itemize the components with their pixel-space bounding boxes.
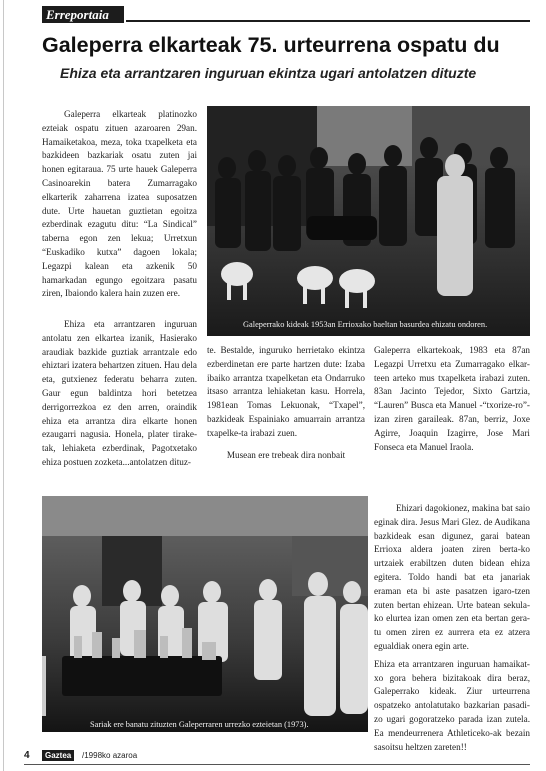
section-rule [126,20,530,22]
subheadline: Ehiza eta arrantzaren inguruan ekintza ugari antolatzen dituzte [60,65,477,81]
page-number: 4 [24,750,30,761]
article-column-3-continued [374,502,530,754]
paragraph-2: Ehiza eta arrantzaren inguruan antolatu zen elkartea izanik, Hasierako araudiak bazkide guztiak arrantzale edo ehiztari izatera behartzen zituen. Hau dela eta, gutxienez federatu beharra zuten. Gaur egun baldintza hori betetzea derrigorrezkoa ez den arren, oraindik ehiza eta arrantza dira elkarte honen ezaugarri nagusia. Honela, plater tirake-tak, lehiaketa ezberdinak, Pagotxetako ehiza postuen zozketa...antolatzen dituz- [42,319,197,467]
awards-ceremony-photo [42,496,368,732]
paragraph-4: Galeperra elkartekoak, 1983 eta 87an Legazpi Urretxu eta Zumarragako elkar-teen arteko mus txapelketa irabazi zuten. 83an Jacinto Tejedor, Sixto Gartzia, “Lauren” Busca eta Manuel -“txorize-ro”- izan ziren garaileak. 87an, berriz, Joxe Agirre, Joaquin Izagirre, Jose Mari Fonseca eta Manuel Iraola. [374,345,530,452]
article-column-3 [374,344,530,454]
paragraph-3: te. Bestalde, inguruko herrietako ekintza ezberdinetan ere parte hartzen dute: Izaba ibaiko arrantza txapelketan eta Ondarruko itsaso arrantza lehiaketan kasu. Horrela, 1981ean Tomas Lekuonak, “Txapel”, bazkideak Espainiako amuarrain arrantza txapelke-ta irabazi zuen. [207,345,365,438]
photo2-caption: Sariak ere banatu zituzten Galeperraren urrezko ezteietan (1973). [90,720,309,729]
article-column-1-continued [42,318,197,470]
page-edge-line [3,0,4,771]
hunters-photo-image [207,106,530,336]
headline: Galeperra elkarteak 75. urteurrena ospatu du [42,33,500,57]
paragraph-1: Galeperra elkarteak platinozko ezteiak ospatu zituen azaroaren 29an. Hamaiketakoa, meza, toka txapelketa eta bazkideen bazkariak osatu zuten jai honen egitaraua. 75 urte hauek Galeperra Casinoarekin batera Zumarragako elkarterik zaharrena izatea suposatzen dute. Urte hauetan guztietan egoitza ezberdinak ezagutu ditu: “La Sindical” taberna egon zen lekua; Urretxun “Euskadiko kutxa” dagoen lokala; Legazpi kalean eta azkenik 50 hamarkadan egungo egoitzara pasatu ziren, Ibaiondo kalera hain zuzen ere. [42,109,197,299]
photo1-caption: Galeperrako kideak 1953an Errioxako baeltan basurdea ehizatu ondoren. [243,320,488,329]
footer-rule [24,764,530,765]
hunters-group-photo [207,106,530,336]
magazine-name: Gaztea [42,750,74,761]
awards-photo-image [42,496,368,732]
paragraph-5: Ehizari dagokionez, makina bat saio eginak dira. Jesus Mari Glez. de Audikana bazkideak esan digunez, garai batean Errioxa aldera joaten ziren berta-ko urtzaiek erabiltzen duten bidean ehiza egitera. Toldo handi bat eta janariak eraman eta bi aste pasatzen igaro-tzen zuten bertan ehizean. Urte batean sekula-ko elurtea izan omen zen eta bertan gera-tu omen ziren ez aurrera eta ez atzera egualdiak onera egin arte. [374,503,530,651]
section-tag: Erreportaia [42,6,124,23]
issue-date: /1998ko azaroa [82,751,138,760]
article-column-2 [207,344,365,462]
paragraph-6: Ehiza eta arrantzaren inguruan hamaikat-xo gora behera bizitakoak dira beraz, Galeperrako kideak. Ziur urteurrena ospatzeko antolatutako bazkarian pasadi-zo ugari gogoratzeko parada izan zutela. Ea mendeurrenera Athleticeko-ak bezain sasoitsu heltzen zareten!! [374,658,530,752]
article-column-1 [42,108,197,301]
inline-subheading: Musean ere trebeak dira nonbait [226,449,346,460]
